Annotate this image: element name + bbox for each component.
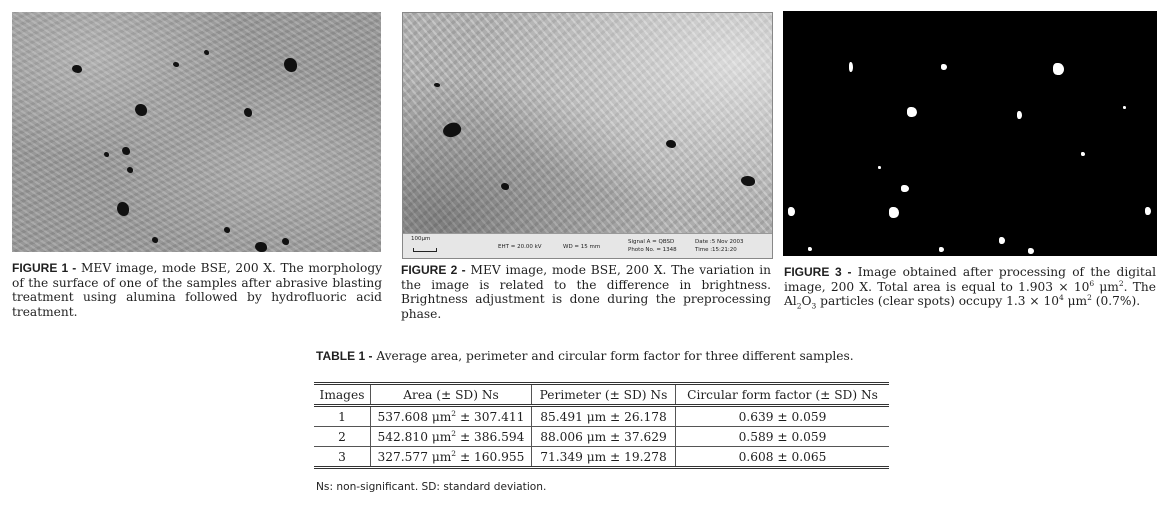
scale-bar	[413, 248, 437, 252]
figure-3-caption	[784, 265, 1156, 309]
figure-1-image	[12, 12, 381, 252]
table-header-row	[314, 384, 889, 406]
table-row	[314, 447, 889, 468]
cell-form-factor: 0.608 ± 0.065	[676, 447, 890, 468]
wd-readout: WD = 15 mm	[563, 244, 601, 250]
photo-readout: Photo No. = 1348	[628, 247, 677, 253]
caption-text: particles (clear spots) occupy 1.3 × 10	[816, 294, 1059, 309]
eht-readout: EHT = 20.00 kV	[498, 244, 542, 250]
superscript: 2	[451, 408, 457, 418]
clear-spot	[901, 185, 909, 192]
dark-particle	[441, 119, 464, 140]
figure-label: FIGURE 1 -	[12, 261, 77, 275]
cell-area	[371, 406, 532, 427]
cell-perimeter: 71.349 μm ± 19.278	[532, 447, 676, 468]
dark-particle	[122, 147, 130, 155]
clear-spot	[808, 247, 812, 251]
subscript: 3	[811, 301, 817, 311]
caption-text: Image obtained after processing of the digital image, 200 X. Total area is equal to 1.903 × 10	[784, 265, 1156, 294]
superscript: 4	[1058, 293, 1064, 303]
dark-particle	[224, 227, 230, 233]
table-title	[316, 349, 861, 364]
superscript: 2	[1118, 278, 1124, 288]
figure-label: FIGURE 3 -	[784, 265, 852, 279]
caption-text: MEV image, mode BSE, 200 X. The morphology of the surface of one of the samples after abrasive blasting treatment using alumina followed by hydrofluoric acid treatment.	[12, 261, 383, 319]
clear-spot	[941, 64, 947, 70]
table-row	[314, 427, 889, 447]
cell-form-factor: 0.639 ± 0.059	[676, 406, 890, 427]
cell-perimeter: 88.006 μm ± 37.629	[532, 427, 676, 447]
table-title-text: Average area, perimeter and circular form factor for three different samples.	[376, 349, 854, 363]
cell-image: 2	[314, 427, 371, 447]
area-value: 542.810 μm	[377, 429, 452, 444]
cell-perimeter: 85.491 μm ± 26.178	[532, 406, 676, 427]
caption-text: MEV image, mode BSE, 200 X. The variation in the image is related to the difference in brightness. Brightness adjustment is done during the preprocessing phase.	[401, 263, 772, 321]
superscript: 6	[1089, 278, 1095, 288]
area-sd: ± 160.955	[456, 449, 525, 464]
column-header: Area (± SD) Ns	[371, 384, 532, 406]
column-header: Images	[314, 384, 371, 406]
cell-form-factor: 0.589 ± 0.059	[676, 427, 890, 447]
dark-particle	[282, 238, 289, 245]
figure-label: FIGURE 2 -	[401, 263, 466, 277]
cell-area	[371, 427, 532, 447]
clear-spot	[1123, 106, 1126, 109]
area-value: 327.577 μm	[377, 449, 452, 464]
clear-spot	[939, 247, 944, 252]
cell-image: 3	[314, 447, 371, 468]
clear-spot	[878, 166, 881, 169]
dark-particle	[284, 58, 297, 72]
dark-particle	[434, 83, 440, 87]
dark-particle	[117, 202, 129, 216]
clear-spot	[907, 107, 917, 117]
subscript: 2	[796, 301, 802, 311]
caption-text: μm	[1094, 279, 1119, 294]
clear-spot	[1053, 63, 1064, 75]
dark-particle	[135, 104, 147, 116]
caption-text: (0.7%).	[1091, 294, 1141, 309]
clear-spot	[788, 207, 795, 216]
table-footnote: Ns: non-significant. SD: standard deviation.	[316, 481, 547, 493]
table-label: TABLE 1 -	[316, 349, 373, 363]
clear-spot	[1081, 152, 1085, 156]
area-sd: ± 307.411	[456, 409, 525, 424]
column-header: Perimeter (± SD) Ns	[532, 384, 676, 406]
superscript: 2	[1087, 293, 1092, 303]
clear-spot	[999, 237, 1005, 244]
dark-particle	[173, 62, 179, 67]
caption-text: μm	[1063, 294, 1088, 309]
dark-particle	[72, 65, 82, 73]
area-sd: ± 386.594	[456, 429, 525, 444]
superscript: 2	[451, 448, 457, 458]
clear-spot	[889, 207, 899, 218]
clear-spot	[849, 62, 853, 72]
clear-spot	[1028, 248, 1034, 254]
caption-text: . The Al	[784, 279, 1156, 309]
dark-particle	[741, 176, 755, 186]
dark-particle	[244, 108, 252, 117]
signal-readout: Signal A = QBSD	[628, 239, 675, 245]
column-header: Circular form factor (± SD) Ns	[676, 384, 890, 406]
dark-particle	[255, 242, 267, 252]
figure-2-caption	[401, 263, 771, 321]
dark-particle	[666, 140, 676, 148]
caption-text: O	[801, 294, 812, 309]
superscript: 2	[451, 428, 457, 438]
scale-label: 100μm	[411, 236, 431, 242]
sem-info-bar	[403, 233, 772, 258]
cell-image: 1	[314, 406, 371, 427]
date-readout: Date :5 Nov 2003	[695, 239, 744, 245]
dark-particle	[152, 237, 158, 243]
dark-particle	[127, 167, 133, 173]
figure-1-caption	[12, 261, 382, 319]
table-row	[314, 406, 889, 427]
clear-spot	[1017, 111, 1022, 119]
dark-particle	[204, 50, 209, 55]
dark-particle	[501, 183, 509, 190]
cell-area	[371, 447, 532, 468]
figure-2-image	[402, 12, 773, 259]
dark-particle	[104, 152, 109, 157]
area-value: 537.608 μm	[377, 409, 452, 424]
results-table	[314, 382, 889, 469]
time-readout: Time :15:21:20	[695, 247, 737, 253]
figure-3-image	[783, 11, 1157, 256]
clear-spot	[1145, 207, 1151, 215]
